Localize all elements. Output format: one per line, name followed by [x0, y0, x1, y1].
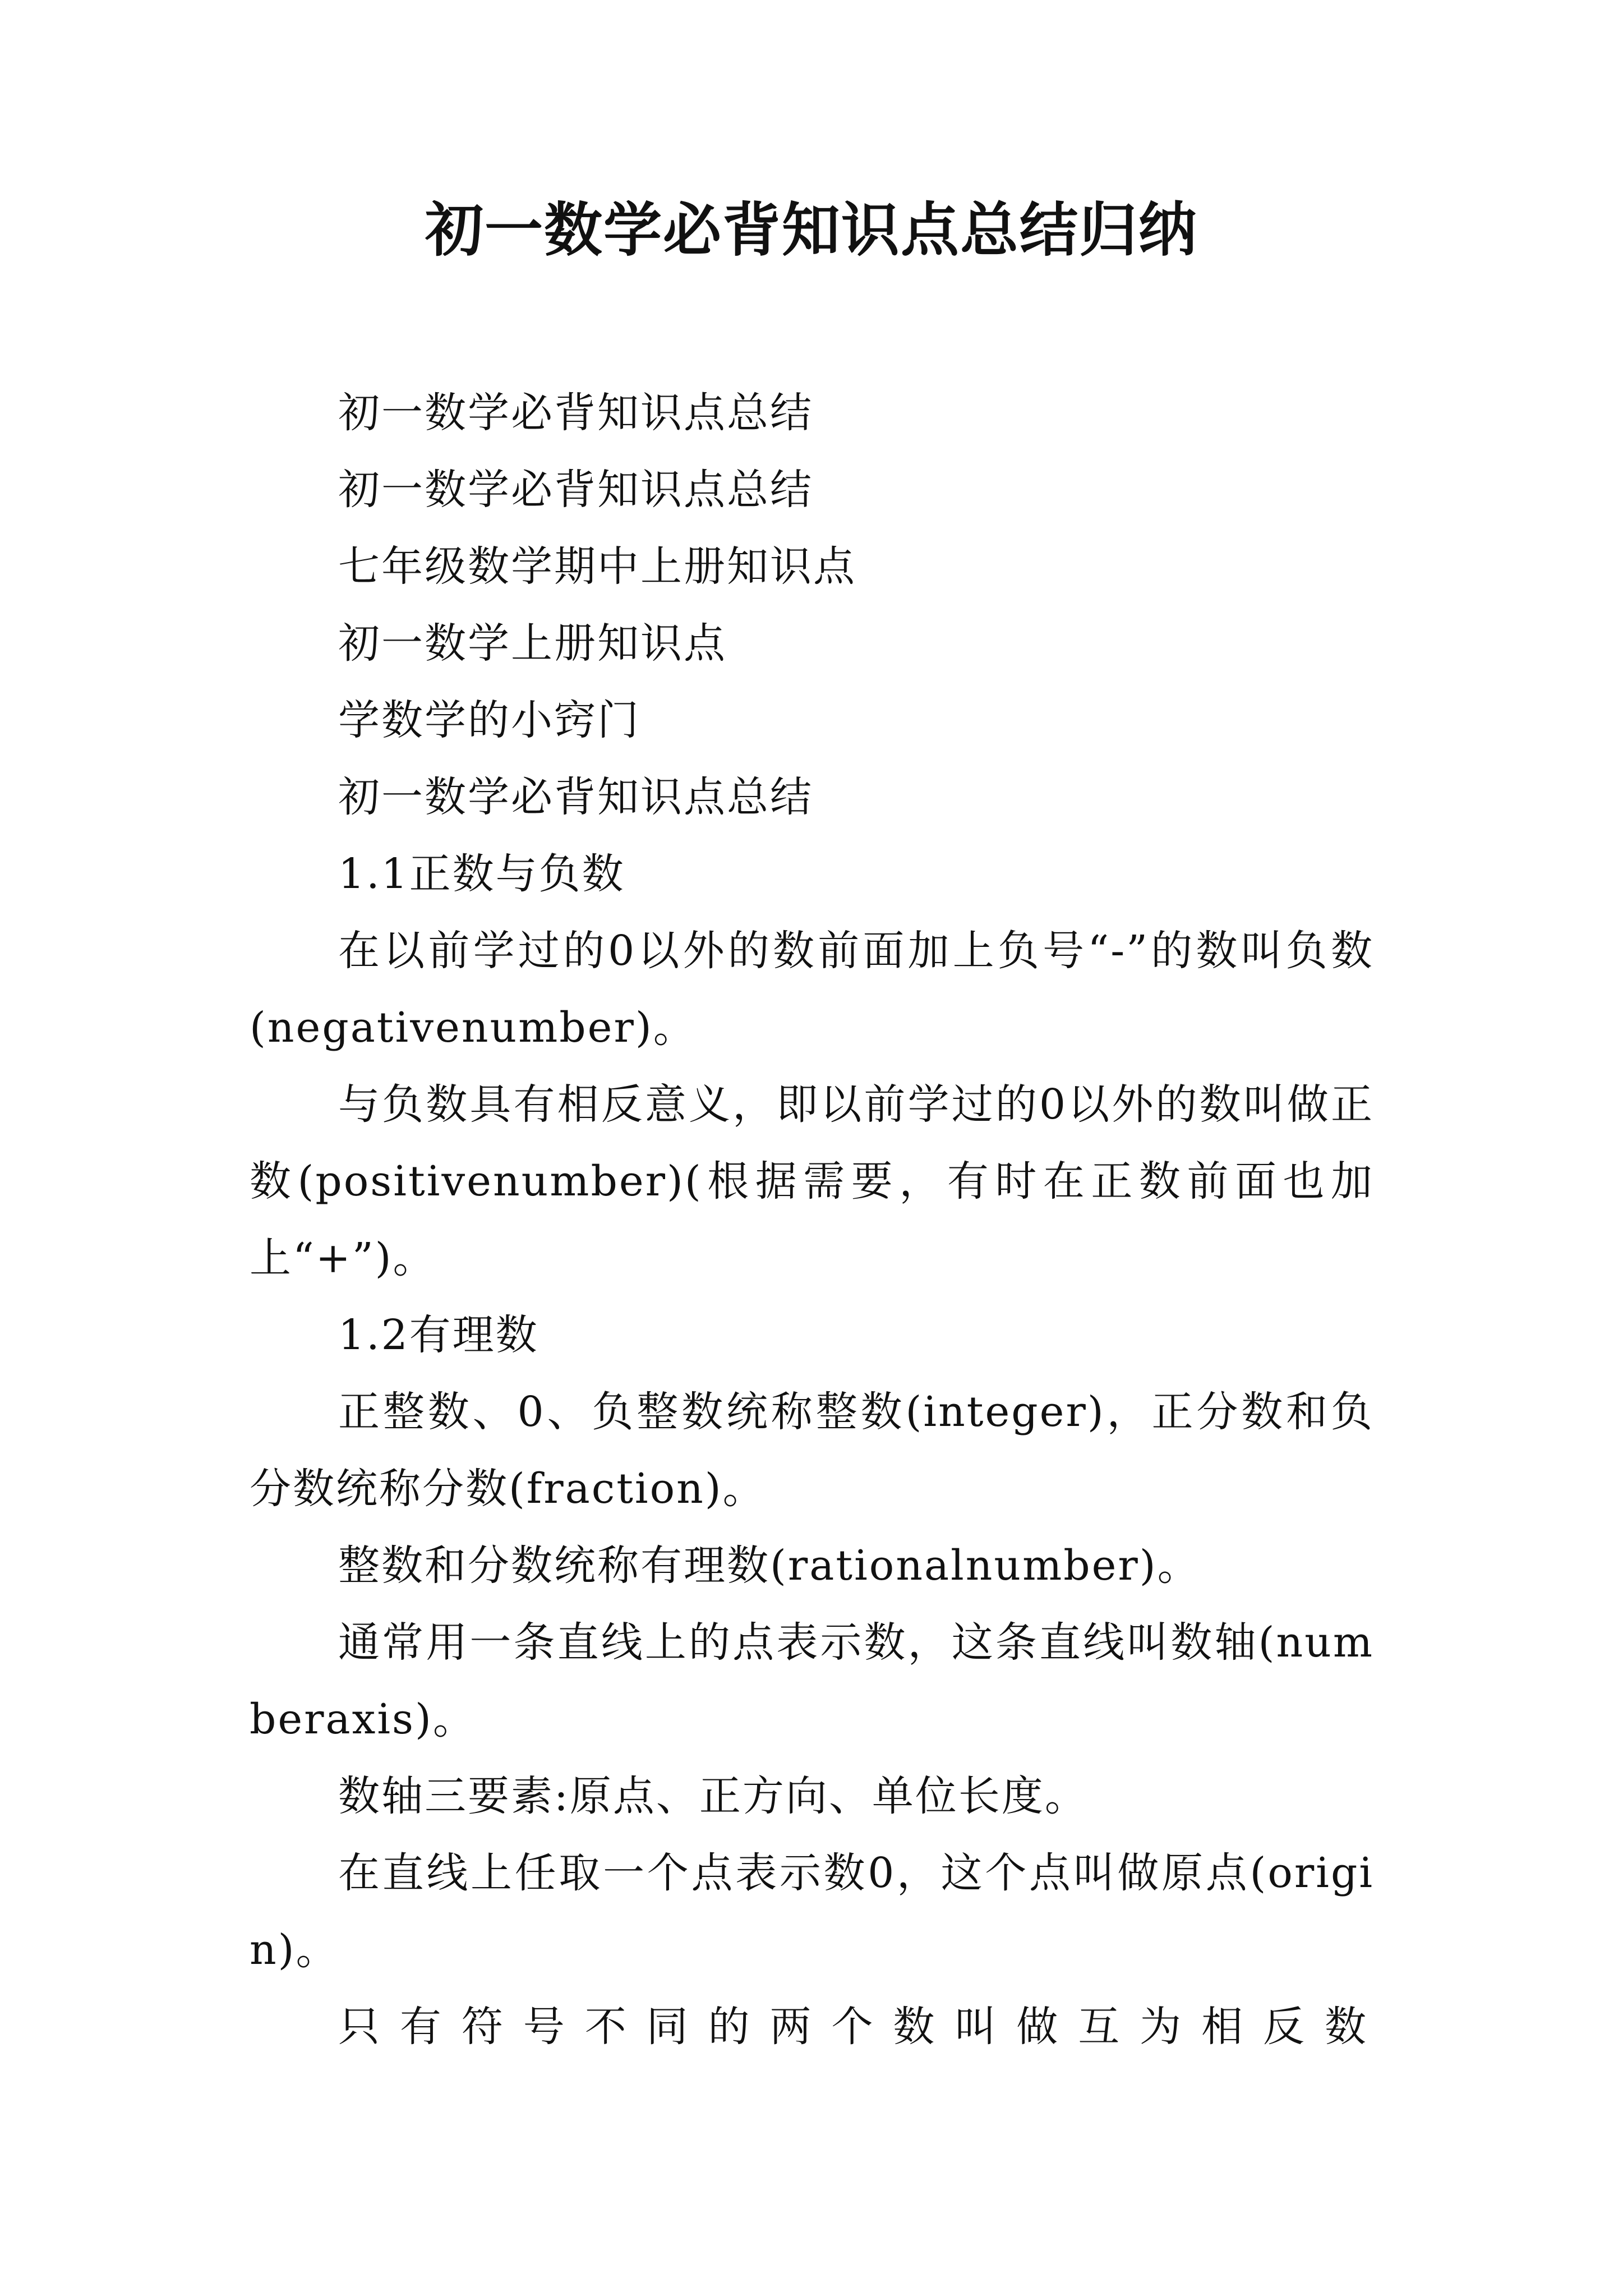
- paragraph: 正整数、0、负整数统称整数(integer)，正分数和负分数统称分数(fraction)。: [250, 1388, 1374, 1513]
- page-title: 初一数学必背知识点总结归纳: [425, 195, 1198, 264]
- paragraph: 在直线上任取一个点表示数0，这个点叫做原点(origin)。: [250, 1849, 1374, 1974]
- paragraph: 初一数学必背知识点总结: [338, 466, 813, 514]
- paragraph: 七年级数学期中上册知识点: [338, 542, 856, 591]
- paragraph: 在以前学过的0以外的数前面加上负号“-”的数叫负数(negativenumber)。: [250, 927, 1374, 1052]
- document-body: [250, 375, 1374, 2065]
- section-heading: 1.2有理数: [338, 1311, 539, 1359]
- paragraph: 学数学的小窍门: [338, 696, 640, 744]
- paragraph: 整数和分数统称有理数(rationalnumber)。: [338, 1542, 1201, 1590]
- paragraph: 初一数学必背知识点总结: [338, 389, 813, 437]
- paragraph: 初一数学上册知识点: [338, 619, 727, 668]
- paragraph: 数轴三要素:原点、正方向、单位长度。: [338, 1772, 1088, 1820]
- paragraph: 初一数学必背知识点总结: [338, 773, 813, 821]
- paragraph: 与负数具有相反意义，即以前学过的0以外的数叫做正数(positivenumber)(根据需要，有时在正数前面也加上“+”)。: [250, 1080, 1374, 1282]
- section-heading: 1.1正数与负数: [338, 850, 625, 898]
- paragraph: 通常用一条直线上的点表示数，这条直线叫数轴(numberaxis)。: [250, 1618, 1374, 1743]
- paragraph: 只有符号不同的两个数叫做互为相反数: [338, 2003, 1374, 2051]
